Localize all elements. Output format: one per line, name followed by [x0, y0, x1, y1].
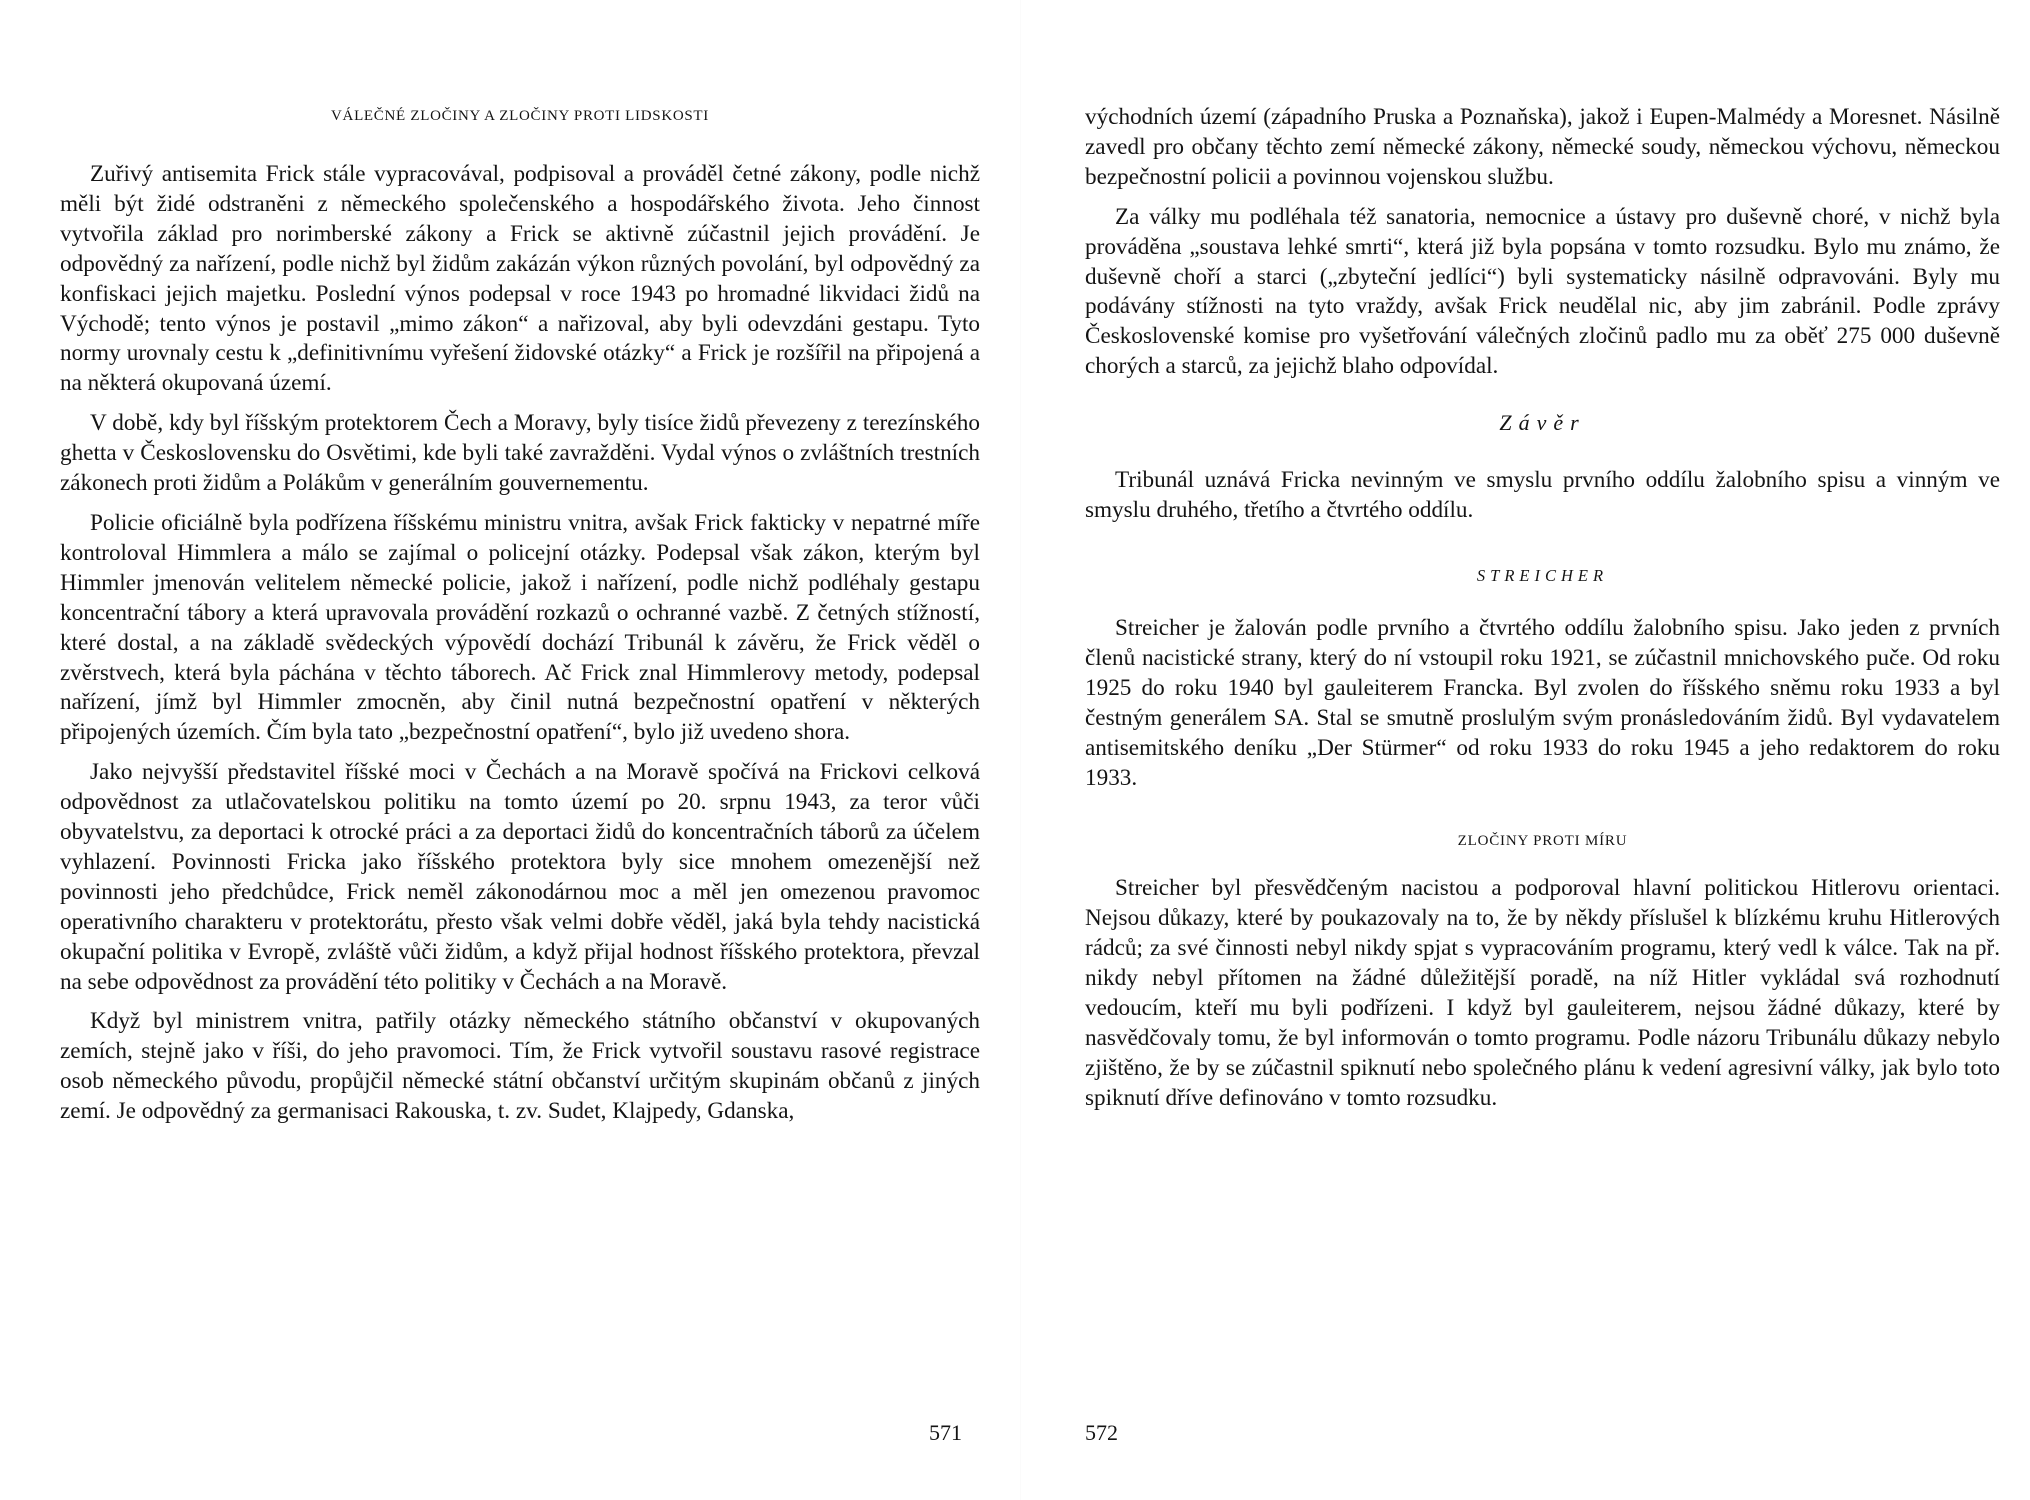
right-page-body — [1085, 103, 2000, 1124]
page-number: 571 — [929, 1420, 962, 1445]
subheading-crimes-against-peace: ZLOČINY PROTI MÍRU — [1457, 833, 1628, 850]
paragraph-police: Policie oficiálně byla podřízena říšskému ministru vnitra, avšak Frick fakticky v nepatrné míře kontroloval Himmlera a málo se zajímal o policejní otázky. Podepsal však zákon, kterým byl Himmler jmenován velitelem německé policie, jakož i nařízení, podle nichž podléhaly gestapu koncentrační tábory a která upravovala provádění rozkazů o ochranné vazbě. Z četných stížností, které dostal, a na základě svědeckých výpovědí dochází Tribunál k závěru, že Frick věděl o zvěrstvech, která byla páchána v těchto táborech. Ač Frick znal Himmlerovy metody, podepsal nařízení, jímž byl Himmler zmocněn, aby činil nutná bezpečnostní opatření v některých připojených územích. Čím byla tato „bezpečnostní opatření“, bylo již uvedeno shora. — [60, 509, 980, 746]
section-heading-streicher: STREICHER — [1476, 565, 1609, 585]
paragraph-conclusion: Tribunál uznává Fricka nevinným ve smyslu prvního oddílu žalobního spisu a vinným ve smyslu druhého, třetího a čtvrtého oddílu. — [1085, 467, 2000, 524]
paragraph-citizenship: Když byl ministrem vnitra, patřily otázky německého státního občanství v okupovaných zemích, stejně jako v říši, do jeho pravomoci. Tím, že Frick vytvořil soustavu rasové registrace osob německého původu, propůjčil německé státní občanství určitým skupinám občanů z jiných zemí. Je odpovědný za germanisaci Rakouska, t. zv. Sudet, Klajpedy, Gdanska, — [60, 1008, 980, 1125]
conclusion-title: Závěr — [1499, 410, 1586, 436]
page-number: 572 — [1085, 1420, 1118, 1445]
paragraph-sanatoria: Za války mu podléhala též sanatoria, nemocnice a ústavy pro duševně choré, v nichž byla prováděna „soustava lehké smrti“, která již byla popsána v tomto rozsudku. Bylo mu známo, že duševně choří a starci („zbyteční jedlíci“) byli systematicky násilně odpravováni. Byly mu podávány stížnosti na tyto vraždy, avšak Frick neudělal nic, aby jim zabránil. Podle zprávy Československé komise pro vyšetřování válečných zločinů padlo mu za oběť 275 000 duševně chorých a starců, za jejichž blaho odpovídal. — [1085, 203, 2000, 380]
left-page — [60, 0, 980, 1500]
book-spine — [1020, 0, 1021, 1500]
paragraph-crimes-against-peace: Streicher byl přesvědčeným nacistou a podporoval hlavní politickou Hitlerovu orientaci. Nejsou důkazy, které by poukazovaly na to, že by někdy příslušel k blízkému kruhu Hitlerových rádců; za své činnosti nebyl nikdy spjat s vypracováním programu, který vedl k válce. Tak na př. nikdy nebyl přítomen na žádné důležitější poradě, na níž Hitler vykládal svá rozhodnutí vedoucím, kteří mu byli podřízeni. I když byl gauleiterem, nejsou žádné důkazy, které by nasvědčovaly tomu, že byl informován o tomto programu. Podle názoru Tribunálu důkazy nebylo zjištěno, že by se zúčastnil spiknutí nebo společného plánu k vedení agresivní války, jak bylo toto spiknutí dříve definováno v tomto rozsudku. — [1085, 875, 2000, 1111]
paragraph-responsibility: Jako nejvyšší představitel říšské moci v Čechách a na Moravě spočívá na Frickovi celková odpovědnost za utlačovatelskou politiku na tomto území po 20. srpnu 1943, za teror vůči obyvatelstvu, za deportaci k otrocké práci a za deportaci židů do koncentračních táborů za účelem vyhlazení. Povinnosti Fricka jako říšského protektora byly sice mnohem omezenější než povinnosti jeho předchůdce, Frick neměl zákonodárnou moc a měl jen omezenou pravomoc operativního charakteru v protektorátu, přesto však velmi dobře věděl, jaká byla tehdy nacistická okupační politika v Evropě, zvláště vůči židům, a když přijal hodnost říšského protektora, převzal na sebe odpovědnost za provádění této politiky v Čechách a na Moravě. — [60, 759, 980, 995]
running-head: VÁLEČNÉ ZLOČINY A ZLOČINY PROTI LIDSKOSTI — [331, 108, 709, 124]
right-page — [1085, 0, 2000, 1500]
left-page-body — [60, 160, 980, 1137]
paragraph-frick-laws: Zuřivý antisemita Frick stále vypracovával, podpisoval a prováděl četné zákony, podle nichž měli být židé odstraněni z německého společenského a hospodářského života. Jeho činnost vytvořila základ pro norimberské zákony a Frick se aktivně zúčastnil jejich provádění. Je odpovědný za nařízení, podle nichž byl židům zakázán výkon různých povolání, byl odpovědný za konfiskaci jejich majetku. Poslední výnos podepsal v roce 1943 po hromadné likvidaci židů na Východě; tento výnos je postavil „mimo zákon“ a nařizoval, aby byli odevzdáni gestapu. Tyto normy urovnaly cestu k „definitivnímu vyřešení židovské otázky“ a Frick je rozšířil na připojená a na některá okupovaná území. — [60, 161, 980, 397]
paragraph-streicher-intro: Streicher je žalován podle prvního a čtvrtého oddílu žalobního spisu. Jako jeden z prvních členů nacistické strany, který do ní vstoupil roku 1921, se zúčastnil mnichovského puče. Od roku 1925 do roku 1940 byl gauleiterem Francka. Byl zvolen do říšského sněmu roku 1933 a byl čestným generálem SA. Stal se smutně proslulým svým pronásledováním židů. Byl vydavatelem antisemitského deníku „Der Stürmer“ od roku 1933 do roku 1945 a jeho redaktorem do roku 1933. — [1085, 614, 2000, 791]
paragraph-protector: V době, kdy byl říšským protektorem Čech a Moravy, byly tisíce židů převezeny z terezínského ghetta v Československu do Osvětimi, kde byli také zavražděni. Vydal výnos o zvláštních trestních zákonech proti židům a Polákům v generálním gouvernementu. — [60, 410, 980, 497]
paragraph-continued: východních území (západního Pruska a Poznaňska), jakož i Eupen-Malmédy a Moresnet. Násilně zavedl pro občany těchto zemí německé zákony, německé soudy, německou výchovu, německou bezpečnostní policii a povinnou vojenskou službu. — [1085, 104, 2000, 190]
